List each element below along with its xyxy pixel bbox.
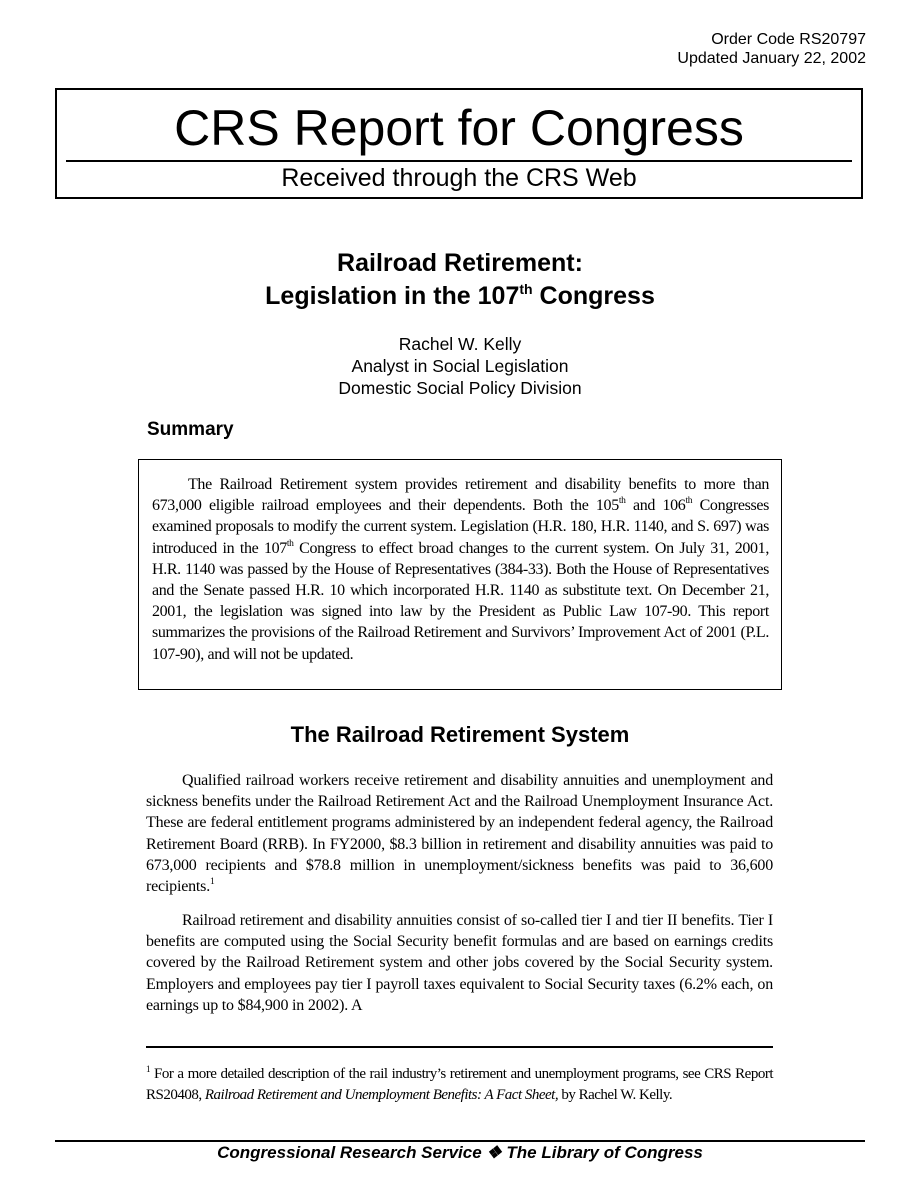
diamond-icon: ❖ xyxy=(486,1143,502,1162)
report-title-line1: Railroad Retirement: xyxy=(337,249,583,277)
author-division: Domestic Social Policy Division xyxy=(338,378,582,398)
summary-heading: Summary xyxy=(147,419,234,440)
summary-box xyxy=(138,459,782,690)
author-name: Rachel W. Kelly xyxy=(398,334,522,354)
banner-rule xyxy=(66,160,852,162)
report-title-line2: Legislation in the 107th Congress xyxy=(265,281,655,310)
footer xyxy=(0,1142,920,1164)
body-paragraph-1: Qualified railroad workers receive retirement and disability annuities and unemployment and sickness benefits under the Railroad Retirement Act and the Railroad Unemployment Insurance Act. These are federal entitlement programs administered by an independent federal agency, the Railroad Retirement Board (RRB). In FY2000, $8.3 billion in retirement and disability annuities was paid to 673,000 recipients and $78.8 million in unemployment/sickness benefits was paid to 36,600 recipients.$^1$ xyxy=(146,772,773,896)
author-block xyxy=(0,333,920,399)
banner-title: CRS Report for Congress xyxy=(174,100,744,156)
crs-banner xyxy=(55,88,863,199)
footnote-number: 1 xyxy=(146,1064,150,1074)
banner-subtitle: Received through the CRS Web xyxy=(281,164,637,192)
footer-right: The Library of Congress xyxy=(506,1143,703,1162)
footnote: $^1$ For a more detailed description of the rail industry’s retirement and unemployment programs, see CRS Report RS20408, Railroad Retirement and Unemployment Benefits: A Fact Sheet, by Rachel W. Kelly. xyxy=(146,1064,773,1103)
report-title xyxy=(0,247,920,313)
body-paragraph-2: Railroad retirement and disability annuities consist of so-called tier I and tier II benefits. Tier I benefits are computed using the Social Security benefit formulas and are based on earnings credits covered by the Railroad Retirement system and other jobs covered by the Social Security system. Employers and employees pay tier I payroll taxes equivalent to Social Security taxes (6.2% each, on earnings up to $84,900 in 2002). A xyxy=(146,912,773,1014)
order-info xyxy=(677,30,866,68)
updated-date: Updated January 22, 2002 xyxy=(677,50,866,67)
order-code: Order Code RS20797 xyxy=(711,31,866,48)
footnote-rule xyxy=(146,1046,773,1048)
author-title: Analyst in Social Legislation xyxy=(351,356,569,376)
section-heading: The Railroad Retirement System xyxy=(290,722,630,747)
footnote-cited-title: Railroad Retirement and Unemployment Benefits: A Fact Sheet, xyxy=(204,1087,559,1103)
footnote-ref-1[interactable]: 1 xyxy=(210,877,215,888)
summary-text: The Railroad Retirement system provides retirement and disability benefits to more than 673,000 eligible railroad employees and their dependents. Both the 105th and 106th Congresses examined proposals to modify the current system. Legislation (H.R. 180, H.R. 1140, and S. 697) was introduced in the 107th Congress to effect broad changes to the current system. On July 31, 2001, H.R. 1140 was passed by the House of Representatives (384-33). Both the House of Representatives and the Senate passed H.R. 10 which incorporated H.R. 1140 as substitute text. On December 21, 2001, the legislation was signed into law by the President as Public Law 107-90. This report summarizes the provisions of the Railroad Retirement and Survivors’ Improvement Act of 2001 (P.L. 107-90), and will not be updated. xyxy=(152,476,769,663)
footer-left: Congressional Research Service xyxy=(217,1143,482,1162)
